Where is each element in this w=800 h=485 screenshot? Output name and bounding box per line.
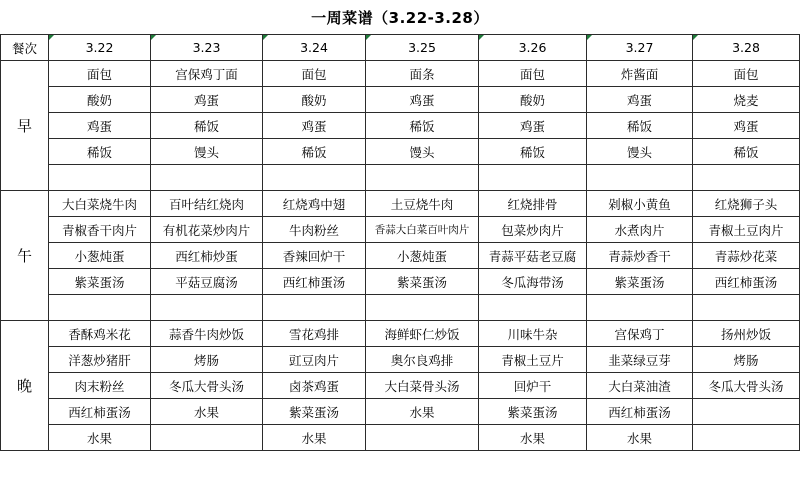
dish-cell[interactable]: 冬瓜大骨头汤 [151, 373, 263, 399]
breakfast-row [1, 61, 800, 87]
dish-cell[interactable]: 西红柿蛋汤 [49, 399, 151, 425]
dish-cell[interactable]: 稀饭 [587, 113, 693, 139]
date-header[interactable]: 3.24 [263, 35, 366, 61]
breakfast-row [1, 165, 800, 191]
dish-cell[interactable]: 鸡蛋 [366, 87, 479, 113]
date-header[interactable]: 3.26 [479, 35, 587, 61]
dish-cell[interactable]: 烤肠 [151, 347, 263, 373]
dish-cell[interactable]: 烧麦 [693, 87, 800, 113]
breakfast-row [1, 87, 800, 113]
dish-cell[interactable]: 炸酱面 [587, 61, 693, 87]
dish-cell[interactable] [479, 165, 587, 191]
dish-cell[interactable]: 蒜香牛肉炒饭 [151, 321, 263, 347]
dish-cell[interactable]: 宫保鸡丁面 [151, 61, 263, 87]
dish-cell[interactable]: 馒头 [151, 139, 263, 165]
dish-cell[interactable]: 小葱炖蛋 [366, 243, 479, 269]
dish-cell[interactable]: 剁椒小黄鱼 [587, 191, 693, 217]
dish-cell[interactable]: 青蒜平菇老豆腐 [479, 243, 587, 269]
dish-cell[interactable]: 紫菜蛋汤 [49, 269, 151, 295]
lunch-row [1, 217, 800, 243]
dish-cell[interactable]: 平菇豆腐汤 [151, 269, 263, 295]
dish-cell[interactable]: 水果 [366, 399, 479, 425]
dish-cell[interactable]: 雪花鸡排 [263, 321, 366, 347]
dish-cell[interactable]: 西红柿蛋汤 [263, 269, 366, 295]
dish-cell[interactable]: 大白菜烧牛肉 [49, 191, 151, 217]
dish-cell[interactable]: 紫菜蛋汤 [587, 269, 693, 295]
dish-cell[interactable]: 稀饭 [263, 139, 366, 165]
dish-cell[interactable]: 鸡蛋 [693, 113, 800, 139]
dish-cell[interactable] [49, 295, 151, 321]
dish-cell[interactable] [151, 165, 263, 191]
dish-cell[interactable]: 面包 [693, 61, 800, 87]
dish-cell[interactable]: 酸奶 [263, 87, 366, 113]
dish-cell[interactable]: 海鲜虾仁炒饭 [366, 321, 479, 347]
dish-cell[interactable] [366, 425, 479, 451]
dish-cell[interactable] [263, 165, 366, 191]
dish-cell[interactable]: 小葱炖蛋 [49, 243, 151, 269]
dish-cell[interactable] [366, 165, 479, 191]
dish-cell[interactable]: 紫菜蛋汤 [479, 399, 587, 425]
cell-marker-icon [693, 35, 698, 40]
dish-cell[interactable]: 酸奶 [479, 87, 587, 113]
dish-cell[interactable]: 香辣回炉干 [263, 243, 366, 269]
dish-cell[interactable]: 冬瓜海带汤 [479, 269, 587, 295]
dish-cell[interactable]: 烤肠 [693, 347, 800, 373]
dish-cell[interactable]: 扬州炒饭 [693, 321, 800, 347]
dish-cell[interactable]: 稀饭 [366, 113, 479, 139]
dish-cell[interactable]: 鸡蛋 [151, 87, 263, 113]
dish-cell[interactable] [693, 425, 800, 451]
dish-cell[interactable]: 水果 [479, 425, 587, 451]
dish-cell[interactable]: 稀饭 [693, 139, 800, 165]
lunch-row [1, 269, 800, 295]
dish-cell[interactable]: 青椒土豆片 [479, 347, 587, 373]
dish-cell[interactable]: 青蒜炒香干 [587, 243, 693, 269]
dish-cell[interactable]: 西红柿蛋汤 [587, 399, 693, 425]
corner-label[interactable]: 餐次 [1, 35, 49, 61]
page-title: 一周菜谱（3.22-3.28） [311, 8, 489, 27]
breakfast-row [1, 139, 800, 165]
dish-cell[interactable] [479, 295, 587, 321]
dish-cell[interactable]: 水煮肉片 [587, 217, 693, 243]
dish-cell[interactable]: 面包 [479, 61, 587, 87]
dish-cell[interactable]: 大白菜骨头汤 [366, 373, 479, 399]
lunch-row [1, 191, 800, 217]
dish-cell[interactable]: 香蒜大白菜百叶肉片 [366, 217, 479, 243]
dish-cell[interactable]: 大白菜油渣 [587, 373, 693, 399]
dish-cell[interactable] [366, 295, 479, 321]
dish-cell[interactable]: 紫菜蛋汤 [263, 399, 366, 425]
dish-cell[interactable]: 韭菜绿豆芽 [587, 347, 693, 373]
date-header[interactable]: 3.27 [587, 35, 693, 61]
dish-cell[interactable]: 有机花菜炒肉片 [151, 217, 263, 243]
dish-cell[interactable]: 稀饭 [479, 139, 587, 165]
dish-cell[interactable]: 香酥鸡米花 [49, 321, 151, 347]
dish-cell[interactable] [49, 165, 151, 191]
dish-cell[interactable]: 豇豆肉片 [263, 347, 366, 373]
dish-cell[interactable]: 卤茶鸡蛋 [263, 373, 366, 399]
dish-cell[interactable] [263, 295, 366, 321]
cell-marker-icon [479, 35, 484, 40]
dish-cell[interactable]: 酸奶 [49, 87, 151, 113]
dish-cell[interactable] [151, 425, 263, 451]
dish-cell[interactable]: 面包 [49, 61, 151, 87]
dish-cell[interactable] [693, 399, 800, 425]
header-row [1, 35, 800, 61]
dish-cell[interactable]: 面条 [366, 61, 479, 87]
dinner-row [1, 399, 800, 425]
cell-marker-icon [587, 35, 592, 40]
dish-cell[interactable]: 百叶结红烧肉 [151, 191, 263, 217]
dish-cell[interactable]: 奥尔良鸡排 [366, 347, 479, 373]
date-header[interactable]: 3.28 [693, 35, 800, 61]
dish-cell[interactable]: 西红柿蛋汤 [693, 269, 800, 295]
dish-cell[interactable]: 西红柿炒蛋 [151, 243, 263, 269]
dish-cell[interactable]: 鸡蛋 [479, 113, 587, 139]
dish-cell[interactable]: 红烧狮子头 [693, 191, 800, 217]
dish-cell[interactable]: 洋葱炒猪肝 [49, 347, 151, 373]
lunch-row [1, 243, 800, 269]
dish-cell[interactable]: 紫菜蛋汤 [366, 269, 479, 295]
dish-cell[interactable]: 面包 [263, 61, 366, 87]
dish-cell[interactable] [151, 295, 263, 321]
dish-cell[interactable]: 水果 [587, 425, 693, 451]
dinner-row [1, 425, 800, 451]
breakfast-row [1, 113, 800, 139]
dish-cell[interactable]: 水果 [49, 425, 151, 451]
cell-marker-icon [263, 35, 268, 40]
cell-marker-icon [151, 35, 156, 40]
dish-cell[interactable]: 回炉干 [479, 373, 587, 399]
dish-cell[interactable]: 包菜炒肉片 [479, 217, 587, 243]
dish-cell[interactable]: 水果 [263, 425, 366, 451]
date-header[interactable]: 3.23 [151, 35, 263, 61]
date-header[interactable]: 3.25 [366, 35, 479, 61]
dish-cell[interactable] [587, 295, 693, 321]
dish-cell[interactable]: 青椒香干肉片 [49, 217, 151, 243]
dinner-row [1, 347, 800, 373]
dish-cell[interactable]: 冬瓜大骨头汤 [693, 373, 800, 399]
lunch-meal-label[interactable]: 午 [1, 191, 49, 321]
dish-cell[interactable]: 宫保鸡丁 [587, 321, 693, 347]
dish-cell[interactable]: 稀饭 [49, 139, 151, 165]
dish-cell[interactable]: 牛肉粉丝 [263, 217, 366, 243]
dinner-row [1, 373, 800, 399]
dish-cell[interactable]: 馒头 [587, 139, 693, 165]
menu-table [0, 34, 800, 451]
dish-cell[interactable]: 青椒土豆肉片 [693, 217, 800, 243]
dish-cell[interactable]: 鸡蛋 [587, 87, 693, 113]
dish-cell[interactable]: 红烧鸡中翅 [263, 191, 366, 217]
dish-cell[interactable]: 肉末粉丝 [49, 373, 151, 399]
dish-cell[interactable]: 稀饭 [151, 113, 263, 139]
dish-cell[interactable]: 青蒜炒花菜 [693, 243, 800, 269]
dish-cell[interactable]: 馒头 [366, 139, 479, 165]
dish-cell[interactable]: 鸡蛋 [49, 113, 151, 139]
dish-cell[interactable]: 土豆烧牛肉 [366, 191, 479, 217]
dish-cell[interactable] [693, 165, 800, 191]
dish-cell[interactable]: 水果 [151, 399, 263, 425]
dish-cell[interactable] [693, 295, 800, 321]
dish-cell[interactable]: 鸡蛋 [263, 113, 366, 139]
dish-cell[interactable]: 红烧排骨 [479, 191, 587, 217]
dish-cell[interactable]: 川味牛杂 [479, 321, 587, 347]
dinner-row [1, 321, 800, 347]
dish-cell[interactable] [587, 165, 693, 191]
date-header[interactable]: 3.22 [49, 35, 151, 61]
cell-marker-icon [49, 35, 54, 40]
dinner-meal-label[interactable]: 晚 [1, 321, 49, 451]
breakfast-meal-label[interactable]: 早 [1, 61, 49, 191]
lunch-row [1, 295, 800, 321]
cell-marker-icon [366, 35, 371, 40]
